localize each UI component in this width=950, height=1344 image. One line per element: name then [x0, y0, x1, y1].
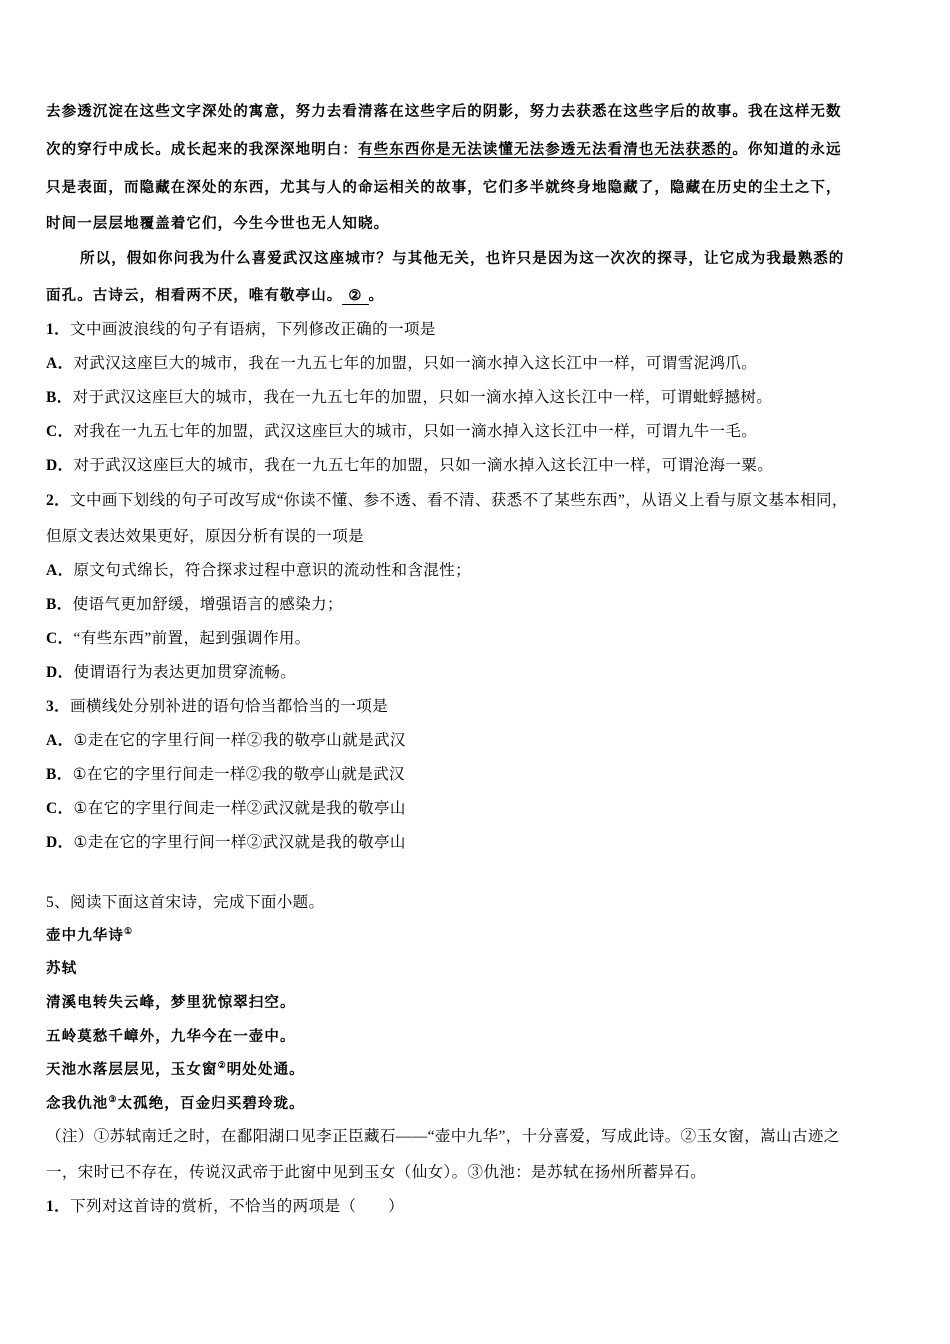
- option-text: 对我在一九五七年的加盟，武汉这座巨大的城市，只如一滴水掉入这长江中一样，可谓九牛一毛。: [73, 423, 758, 440]
- q3-option-c: [46, 799, 406, 819]
- option-text: ①走在它的字里行间一样②我的敬亭山就是武汉: [73, 732, 406, 749]
- q3-option-d: [46, 833, 406, 853]
- q1-option-c: [46, 422, 757, 442]
- poem-title: [46, 926, 133, 946]
- poem-verse: [46, 1060, 305, 1080]
- option-text: 对武汉这座巨大的城市，我在一九五七年的加盟，只如一滴水掉入这长江中一样，可谓雪泥鸿爪。: [73, 355, 758, 372]
- option-text: 对于武汉这座巨大的城市，我在一九五七年的加盟，只如一滴水掉入这长江中一样，可谓沧海一粟。: [73, 457, 774, 474]
- poem-note-cont: 一，宋时已不存在，传说汉武帝于此窗中见到玉女（仙女）。③仇池：是苏轼在扬州所蓄异石。: [46, 1164, 707, 1181]
- question-2-stem: [46, 491, 848, 511]
- passage-line: [46, 286, 384, 306]
- verse-text: 明处处通。: [226, 1061, 305, 1078]
- question-text: 文中画波浪线的句子有语病，下列修改正确的一项是: [70, 321, 436, 338]
- option-label: C．: [46, 800, 74, 817]
- passage-text: 面孔。古诗云，相看两不厌，唯有敬亭山。: [46, 287, 343, 304]
- section-5-intro: 5、阅读下面这首宋诗，完成下面小题。: [46, 894, 325, 911]
- option-text: 对于武汉这座巨大的城市，我在一九五七年的加盟，只如一滴水掉入这长江中一样，可谓蚍蜉撼树。: [72, 389, 773, 406]
- passage-text: 次的穿行中成长。成长起来的我深深地明白：: [46, 141, 358, 158]
- question-text: 画横线处分别补进的语句恰当都恰当的一项是: [70, 698, 389, 715]
- option-label: D．: [46, 834, 74, 851]
- q2-option-b: [46, 595, 343, 615]
- option-label: A．: [46, 562, 74, 579]
- passage-line: 去参透沉淀在这些文字深处的寓意，努力去看清落在这些字后的阴影，努力去获悉在这些字后的故事。我在这样无数: [46, 103, 842, 120]
- q1-option-d: [46, 456, 773, 476]
- poem-verse: 五岭莫愁千嶂外，九华今在一壶中。: [46, 1028, 296, 1045]
- option-text: 使语气更加舒缓，增强语言的感染力；: [72, 596, 343, 613]
- poem-verse: 清溪电转失云峰，梦里犹惊翠扫空。: [46, 994, 296, 1011]
- question-1-stem: [46, 320, 436, 340]
- option-label: A．: [46, 732, 74, 749]
- fill-blank-2: ②: [342, 287, 368, 305]
- poem-author: 苏轼: [46, 960, 78, 977]
- option-label: D．: [46, 457, 74, 474]
- q1-option-a: [46, 354, 757, 374]
- q2-option-a: [46, 561, 471, 581]
- q3-option-b: [46, 765, 405, 785]
- question-number: 1．: [46, 321, 71, 338]
- q2-option-d: [46, 663, 296, 683]
- question-3-stem: [46, 697, 388, 717]
- question-text: 文中画下划线的句子可改写成“你读不懂、参不透、看不清、获悉不了某些东西”，从语义上看与原文基本相同，: [70, 492, 848, 509]
- passage-line: 时间一层层地覆盖着它们，今生今世也无人知晓。: [46, 215, 390, 232]
- option-label: C．: [46, 423, 74, 440]
- passage-line: [46, 140, 842, 160]
- footnote-mark: ①: [124, 927, 134, 938]
- option-text: 原文句式绵长，符合探求过程中意识的流动性和含混性；: [73, 562, 472, 579]
- q3-option-a: [46, 731, 406, 751]
- option-label: B．: [46, 596, 73, 613]
- option-text: ①在它的字里行间走一样②我的敬亭山就是武汉: [72, 766, 405, 783]
- verse-text: 太孤绝，百金归买碧玲珑。: [117, 1095, 305, 1112]
- passage-text: 。你知道的永远: [732, 141, 842, 158]
- q2-option-c: [46, 629, 311, 649]
- option-label: B．: [46, 766, 73, 783]
- passage-line: 只是表面，而隐藏在深处的东西，尤其与人的命运相关的故事，它们多半就终身地隐藏了，隐藏在历史的尘土之下，: [46, 179, 842, 196]
- verse-text: 念我仇池: [46, 1095, 109, 1112]
- question-number: 2．: [46, 492, 71, 509]
- option-text: ①在它的字里行间走一样②武汉就是我的敬亭山: [73, 800, 406, 817]
- verse-text: 天池水落层层见，玉女窗: [46, 1061, 218, 1078]
- option-label: B．: [46, 389, 73, 406]
- option-label: A．: [46, 355, 74, 372]
- footnote-mark: ②: [217, 1061, 227, 1072]
- option-text: “有些东西”前置，起到强调作用。: [73, 630, 311, 647]
- footnote-mark: ③: [108, 1095, 118, 1106]
- question-number: 3．: [46, 698, 71, 715]
- option-label: C．: [46, 630, 74, 647]
- passage-line: 所以，假如你问我为什么喜爱武汉这座城市？与其他无关，也许只是因为这一次次的探寻，让它成为我最熟悉的: [80, 250, 845, 267]
- q1-option-b: [46, 388, 772, 408]
- poem-title-text: 壶中九华诗: [46, 927, 124, 944]
- question-2-stem-cont: 但原文表达效果更好，原因分析有误的一项是: [46, 528, 365, 545]
- poem-verse: [46, 1094, 305, 1114]
- option-label: D．: [46, 664, 74, 681]
- underlined-sentence: 有些东西你是无法读懂无法参透无法看清也无法获悉的: [358, 141, 733, 158]
- option-text: 使谓语行为表达更加贯穿流畅。: [73, 664, 297, 681]
- question-number: 1．: [46, 1198, 71, 1215]
- passage-text: 。: [368, 287, 385, 304]
- poem-note: （注）①苏轼南迁之时，在鄱阳湖口见李正臣藏石——“壶中九华”，十分喜爱，写成此诗。②玉女窗，嵩山古迹之: [46, 1128, 840, 1145]
- option-text: ①走在它的字里行间一样②武汉就是我的敬亭山: [73, 834, 406, 851]
- section-5-question-1: [46, 1197, 404, 1217]
- question-text: 下列对这首诗的赏析，不恰当的两项是（ ）: [70, 1198, 404, 1215]
